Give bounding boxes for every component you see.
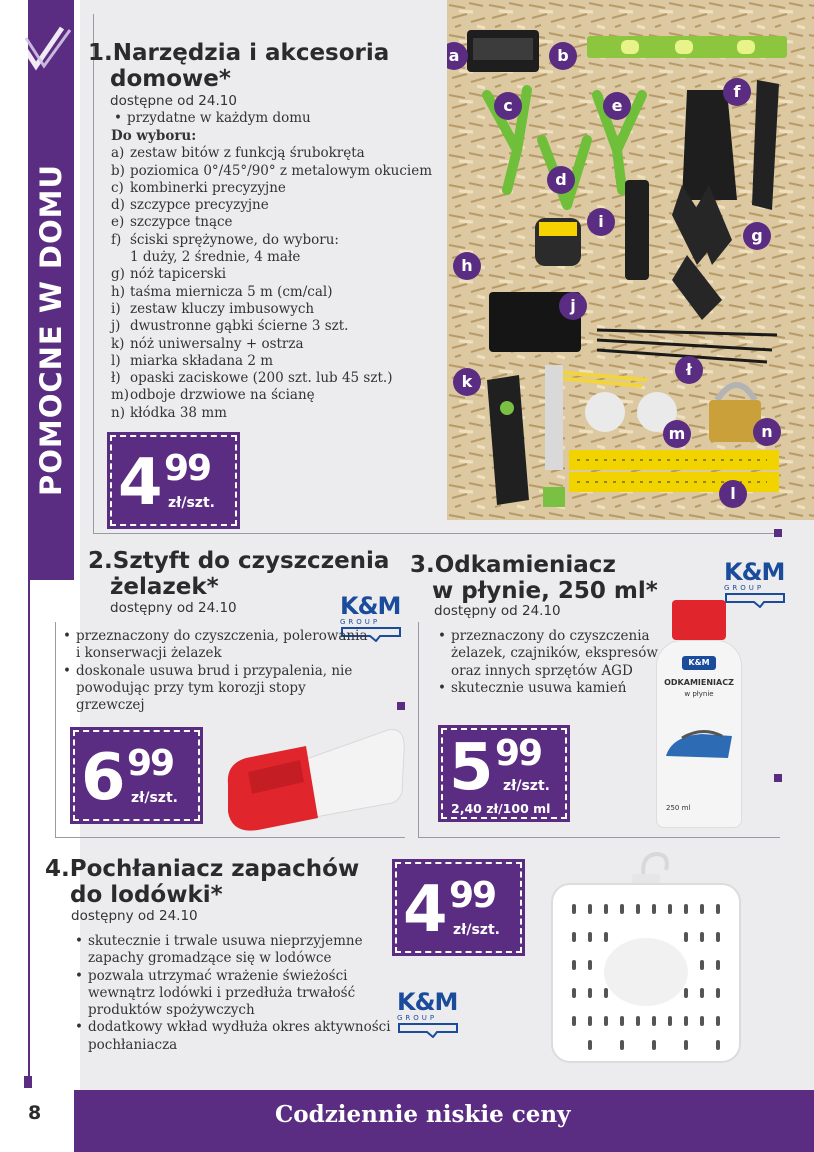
option-key: b) <box>111 162 125 179</box>
option-text: taśma miernicza 5 m (cm/cal) <box>130 283 333 300</box>
photo-label-k: k <box>453 368 481 396</box>
product-4-availability: dostępny od 24.10 <box>71 908 198 924</box>
price-unit: zł/szt. <box>453 922 500 938</box>
photo-label-g: g <box>743 222 771 250</box>
option-item <box>111 163 446 180</box>
product-4-bullets <box>73 933 398 1054</box>
descaler-bottle-image: K&M ODKAMIENIACZ w płynie 250 ml <box>652 600 746 828</box>
km-logo: K&M GROUP <box>340 594 410 646</box>
price-whole: 6 <box>81 741 123 815</box>
cleaning-stick-image <box>218 722 408 840</box>
fridge-odor-absorber-image <box>548 852 744 1082</box>
option-text: kombinerki precyzyjne <box>130 179 286 196</box>
option-text: szczypce tnące <box>130 214 233 231</box>
options-heading: Do wyboru: <box>111 128 197 144</box>
price-cents: 99 <box>164 448 211 489</box>
option-item <box>111 301 446 318</box>
photo-label-n: n <box>753 418 781 446</box>
list-item: • dodatkowy wkład wydłuża okres aktywności pochłaniacza <box>73 1019 398 1054</box>
list-item: • przeznaczony do czyszczenia żelazek, czajników, ekspresów oraz innych sprzętów AGD <box>436 628 666 680</box>
option-item <box>111 336 446 353</box>
option-key: c) <box>111 179 124 196</box>
option-text: nóż tapicerski <box>130 266 227 283</box>
option-text: ściski sprężynowe, do wyboru: <box>130 231 339 248</box>
option-key: l) <box>111 352 121 369</box>
option-key: m) <box>111 387 130 404</box>
option-item <box>111 405 446 422</box>
option-text: zestaw kluczy imbusowych <box>130 300 315 317</box>
option-key: g) <box>111 266 125 283</box>
price-unit: zł/szt. <box>168 495 215 511</box>
option-key: ł) <box>111 370 121 387</box>
photo-label-i: i <box>587 208 615 236</box>
option-key: e) <box>111 214 125 231</box>
km-logo-icon <box>397 1022 459 1038</box>
product-1-availability: dostępne od 24.10 <box>110 93 237 109</box>
option-item <box>111 197 446 214</box>
price-unit: zł/szt. <box>503 778 550 794</box>
photo-label-b: b <box>549 42 577 70</box>
product-1-title: 1.Narzędzia i akcesoria domowe* <box>88 40 390 92</box>
option-text: zestaw bitów z funkcją śrubokręta <box>130 145 365 162</box>
option-item <box>111 145 446 162</box>
list-item: • przeznaczony do czyszczenia, polerowania i konserwacji żelazek <box>61 628 371 663</box>
product-2-availability: dostępny od 24.10 <box>110 600 237 616</box>
list-item: • skutecznie usuwa kamień <box>436 680 666 697</box>
price-cents: 99 <box>449 875 496 916</box>
option-key: k) <box>111 335 125 352</box>
product-3-availability: dostępny od 24.10 <box>434 603 561 619</box>
option-text: miarka składana 2 m <box>130 352 274 369</box>
product-4-title: 4.Pochłaniacz zapachów do lodówki* <box>45 856 360 908</box>
side-marker <box>24 1076 32 1088</box>
price-tag-product-1 <box>110 435 237 526</box>
option-item <box>111 232 446 249</box>
photo-label-e: e <box>603 92 631 120</box>
option-item <box>111 214 446 231</box>
photo-label-h: h <box>453 252 481 280</box>
price-tag-product-3 <box>441 728 567 819</box>
km-logo: K&M GROUP <box>397 990 467 1042</box>
price-unit: zł/szt. <box>131 790 178 806</box>
option-key: j) <box>111 318 121 335</box>
product-1-bullets <box>112 110 311 127</box>
price-cents: 99 <box>127 743 174 784</box>
option-text: dwustronne gąbki ścierne 3 szt. <box>130 318 349 335</box>
photo-label-m: m <box>663 420 691 448</box>
option-item <box>111 387 446 404</box>
photo-label-f: f <box>723 78 751 106</box>
side-divider <box>28 580 30 1080</box>
footer-slogan: Codziennie niskie ceny <box>275 1101 571 1128</box>
iron-icon <box>662 726 736 766</box>
price-cents: 99 <box>495 733 542 774</box>
option-text: 1 duży, 2 średnie, 4 małe <box>130 249 301 266</box>
list-item: • doskonale usuwa brud i przypalenia, nie powodując przy tym korozji stopy grzewczej <box>61 663 371 715</box>
option-key: f) <box>111 231 122 248</box>
photo-label-a: a <box>447 42 468 70</box>
option-text: poziomica 0°/45°/90° z metalowym okuciem <box>130 162 432 179</box>
option-text: szczypce precyzyjne <box>130 197 269 214</box>
list-item: • pozwala utrzymać wrażenie świeżości wewnątrz lodówki i przedłuża trwałość produktów spożywczych <box>73 968 398 1020</box>
km-logo: K&M GROUP <box>724 560 794 612</box>
option-text: opaski zaciskowe (200 szt. lub 45 szt.) <box>130 370 393 387</box>
photo-label-j: j <box>559 292 587 320</box>
option-text: odboje drzwiowe na ścianę <box>130 387 315 404</box>
option-key: d) <box>111 197 125 214</box>
tools-photo <box>447 0 814 520</box>
brand-mark-icon <box>14 22 74 82</box>
photo-label-l: l <box>719 480 747 508</box>
product-2-bullets <box>61 628 371 714</box>
price-tag-product-4 <box>395 862 522 953</box>
option-key: i) <box>111 300 121 317</box>
photo-label-c: c <box>494 92 522 120</box>
option-text: nóż uniwersalny + ostrza <box>130 335 304 352</box>
product-3-title: 3.Odkamieniacz w płynie, 250 ml* <box>410 552 658 604</box>
list-item: • przydatne w każdym domu <box>112 110 311 127</box>
photo-label-d: d <box>547 166 575 194</box>
photo-label-ł: ł <box>675 356 703 384</box>
product-3-bullets <box>436 628 666 697</box>
product-2-title: 2.Sztyft do czyszczenia żelazek* <box>88 548 390 600</box>
option-text: kłódka 38 mm <box>130 404 227 421</box>
side-banner-text: POMOCNE W DOMU <box>34 163 68 497</box>
corner-marker <box>397 702 405 710</box>
option-key: n) <box>111 404 125 421</box>
option-item <box>111 353 446 370</box>
price-whole: 4 <box>403 873 445 947</box>
price-per-unit: 2,40 zł/100 ml <box>451 801 551 816</box>
option-item <box>111 284 446 301</box>
page-number: 8 <box>28 1102 42 1124</box>
product-1-options <box>111 128 446 422</box>
price-tag-product-2 <box>73 730 200 821</box>
list-item: • skutecznie i trwale usuwa nieprzyjemne zapachy gromadzące się w lodówce <box>73 933 398 968</box>
option-key: a) <box>111 145 125 162</box>
option-item <box>111 370 446 387</box>
corner-marker <box>774 774 782 782</box>
option-item <box>111 249 446 266</box>
option-item <box>111 318 446 335</box>
option-key: h) <box>111 283 125 300</box>
corner-marker <box>774 529 782 537</box>
option-key <box>111 249 130 266</box>
option-item <box>111 180 446 197</box>
option-item <box>111 266 446 283</box>
price-whole: 4 <box>118 446 160 520</box>
price-whole: 5 <box>449 731 491 805</box>
